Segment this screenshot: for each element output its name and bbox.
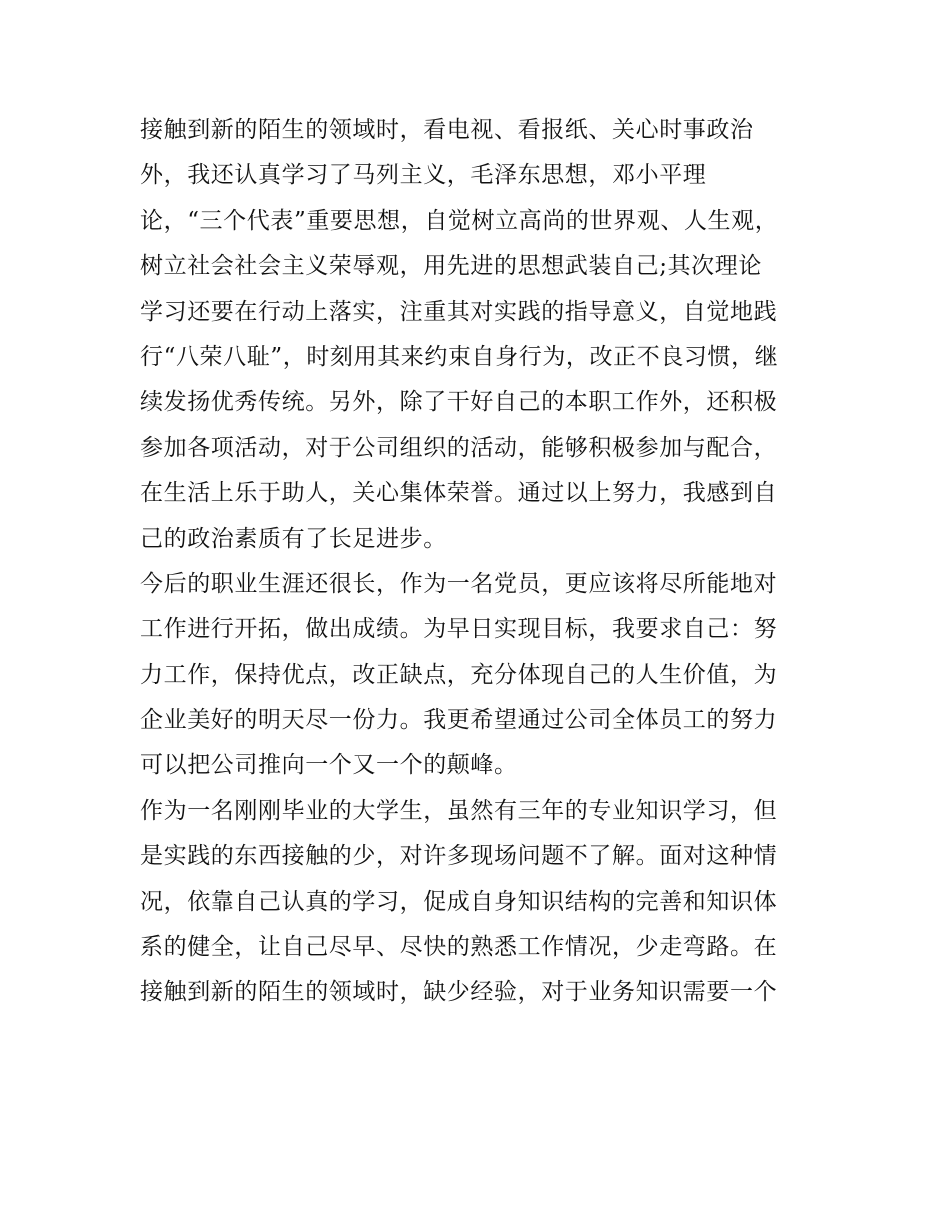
text-line: 企业美好的明天尽一份力。我更希望通过公司全体员工的努力 [140,707,778,734]
text-line: 工作进行开拓，做出成绩。为早日实现目标，我要求自己：努 [140,616,778,643]
text-line: 行“八荣八耻”，时刻用其来约束自身行为，改正不良习惯，继 [140,343,779,370]
text-line: 作为一名刚刚毕业的大学生，虽然有三年的专业知识学习，但 [140,797,778,824]
text-line: 可以把公司推向一个又一个的颠峰。 [140,752,518,779]
text-line: 续发扬优秀传统。另外，除了干好自己的本职工作外，还积极 [140,389,778,416]
text-line: 学习还要在行动上落实，注重其对实践的指导意义，自觉地践 [140,298,778,325]
text-line: 在生活上乐于助人，关心集体荣誉。通过以上努力，我感到自 [140,480,778,507]
body-text [140,108,820,1016]
text-line: 参加各项活动，对于公司组织的活动，能够积极参加与配合， [140,434,778,461]
text-line: 况，依靠自己认真的学习，促成自身知识结构的完善和知识体 [140,888,778,915]
text-line: 是实践的东西接触的少，对许多现场问题不了解。面对这种情 [140,843,778,870]
text-line: 接触到新的陌生的领域时，缺少经验，对于业务知识需要一个 [140,979,778,1006]
text-line: 树立社会社会主义荣辱观，用先进的思想武装自己;其次理论 [140,253,762,280]
text-line: 力工作，保持优点，改正缺点，充分体现自己的人生价值，为 [140,661,778,688]
text-line: 论，“三个代表”重要思想，自觉树立高尚的世界观、人生观， [140,207,779,234]
text-line: 接触到新的陌生的领域时，看电视、看报纸、关心时事政治 [140,117,754,143]
text-line: 今后的职业生涯还很长，作为一名党员，更应该将尽所能地对 [140,570,778,597]
text-line: 系的健全，让自己尽早、尽快的熟悉工作情况，少走弯路。在 [140,934,778,961]
text-line: 外，我还认真学习了马列主义，毛泽东思想，邓小平理 [140,162,707,189]
text-line: 己的政治素质有了长足进步。 [140,525,447,552]
